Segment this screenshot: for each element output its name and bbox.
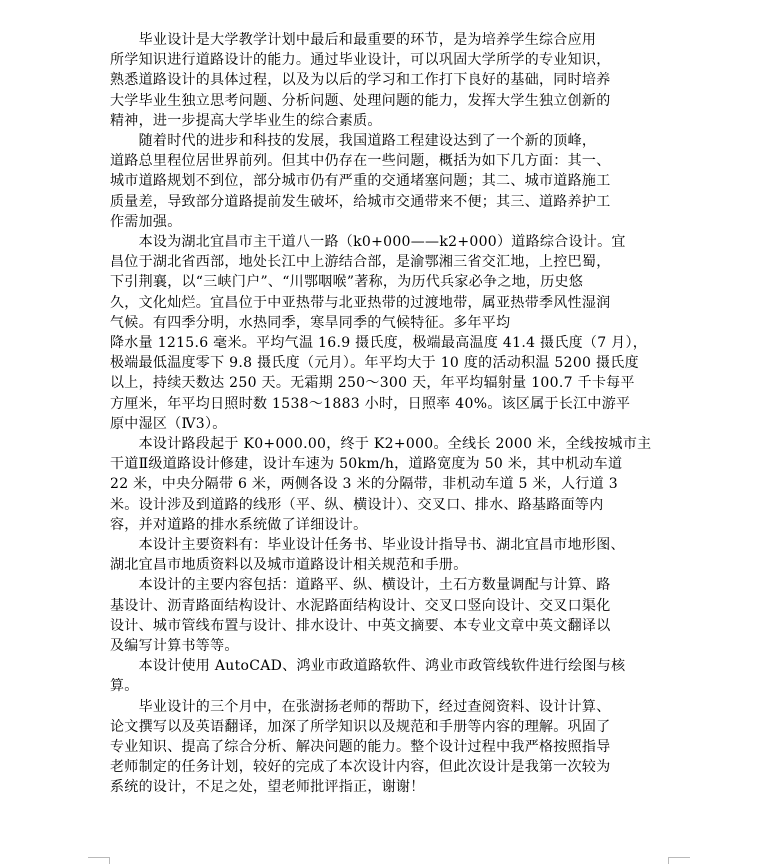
page-corner-mark-left-vertical (109, 857, 110, 864)
text-line: 本设计的主要内容包括：道路平、纵、横设计，土石方数量调配与计算、路 (110, 577, 611, 594)
text-line: 原中湿区（Ⅳ3）。 (110, 415, 227, 432)
text-line: 论文撰写以及英语翻译，加深了所学知识以及规范和手册等内容的理解。巩固了 (110, 718, 611, 735)
text-line: 米。设计涉及到道路的线形（平、纵、横设计）、交叉口、排水、路基路面等内 (110, 496, 604, 513)
text-line: 本设计路段起于 K0+000.00，终于 K2+000。全线长 2000 米，全线按城市主 (110, 436, 652, 452)
text-line: 本设计主要资料有：毕业设计任务书、毕业设计指导书、湖北宜昌市地形图、 (110, 537, 625, 553)
page-corner-mark-right (668, 857, 690, 858)
text-line: 毕业设计是大学教学计划中最后和最重要的环节，是为培养学生综合应用 (110, 32, 597, 48)
text-line: 城市道路规划不到位，部分城市仍有严重的交通堵塞问题；其二、城市道路施工 (110, 173, 611, 190)
text-line: 作需加强。 (110, 213, 182, 230)
text-line: 道路总里程位居世界前列。但其中仍存在一些问题，概括为如下几方面：其一、 (110, 153, 611, 170)
text-line: 设计、城市管线布置与设计、排水设计、中英文摘要、本专业文章中英文翻译以 (110, 617, 611, 634)
text-line: 系统的设计，不足之处，望老师批评指正，谢谢！ (110, 779, 425, 796)
text-line: 容，并对道路的排水系统做了详细设计。 (110, 516, 368, 533)
text-line: 本设计使用 AutoCAD、鸿业市政道路软件、鸿业市政管线软件进行绘图与核 (110, 658, 626, 675)
page-corner-mark-left (88, 857, 110, 858)
text-line: 方厘米，年平均日照时数 1538～1883 小时，日照率 40%。该区属于长江中游平 (110, 395, 631, 412)
text-line: 降水量 1215.6 毫米。平均气温 16.9 摄氏度，极端最高温度 41.4 摄氏度（7 月）， (110, 335, 648, 352)
paragraph (110, 131, 670, 232)
paragraph (110, 697, 670, 798)
paragraph (110, 656, 670, 696)
text-line: 专业知识、提高了综合分析、解决问题的能力。整个设计过程中我严格按照指导 (110, 739, 611, 755)
text-line: 基设计、沥青路面结构设计、水泥路面结构设计、交叉口竖向设计、交叉口渠化 (110, 597, 611, 614)
paragraph (110, 434, 670, 535)
text-line: 毕业设计的三个月中，在张澍扬老师的帮助下，经过查阅资料、设计计算、 (110, 698, 611, 715)
paragraph (110, 30, 670, 131)
page-corner-mark-right-vertical (668, 857, 669, 864)
text-line: 随着时代的进步和科技的发展，我国道路工程建设达到了一个新的顶峰， (110, 133, 597, 149)
text-line: 22 米，中央分隔带 6 米，两侧各设 3 米的分隔带，非机动车道 5 米，人行道 3 (110, 476, 618, 493)
text-line: 极端最低温度零下 9.8 摄氏度（元月）。年平均大于 10 度的活动积温 5200 摄氏度 (110, 355, 639, 372)
text-line: 及编写计算书等等。 (110, 638, 239, 654)
text-line: 干道Ⅱ级道路设计修建，设计车速为 50km/h，道路宽度为 50 米，其中机动车道 (110, 456, 623, 473)
text-line: 精神，进一步提高大学毕业生的综合素质。 (110, 112, 382, 129)
text-line: 质量差，导致部分道路提前发生破坏，给城市交通带来不便；其三、道路养护工 (110, 193, 611, 210)
paragraph (110, 535, 670, 575)
text-line: 本设为湖北宜昌市主干道八一路（k0+000——k2+000）道路综合设计。宜 (110, 234, 626, 250)
text-line: 湖北宜昌市地质资料以及城市道路设计相关规范和手册。 (110, 557, 468, 574)
text-line: 大学毕业生独立思考问题、分析问题、处理问题的能力，发挥大学生独立创新的 (110, 92, 611, 109)
paragraph (110, 232, 670, 434)
text-line: 算。 (110, 678, 139, 695)
text-line: 下引荆襄，以“三峡门户”、“川鄂咽喉”著称，为历代兵家必争之地，历史悠 (110, 274, 584, 291)
text-line: 久，文化灿烂。宜昌位于中亚热带与北亚热带的过渡地带，属亚热带季风性湿润 (110, 294, 611, 311)
text-line: 昌位于湖北省西部，地处长江中上游结合部，是渝鄂湘三省交汇地，上控巴蜀， (110, 254, 611, 271)
text-line: 所学知识进行道路设计的能力。通过毕业设计，可以巩固大学所学的专业知识， (110, 52, 611, 69)
text-line: 以上，持续天数达 250 天。无霜期 250～300 天，年平均辐射量 100.7 千卡每平 (110, 375, 635, 392)
text-line: 气候。有四季分明，水热同季，寒旱同季的气候特征。多年平均 (110, 314, 511, 331)
text-line: 熟悉道路设计的具体过程，以及为以后的学习和工作打下良好的基础，同时培养 (110, 72, 611, 89)
paragraph (110, 575, 670, 656)
text-line: 老师制定的任务计划，较好的完成了本次设计内容，但此次设计是我第一次较为 (110, 759, 611, 776)
